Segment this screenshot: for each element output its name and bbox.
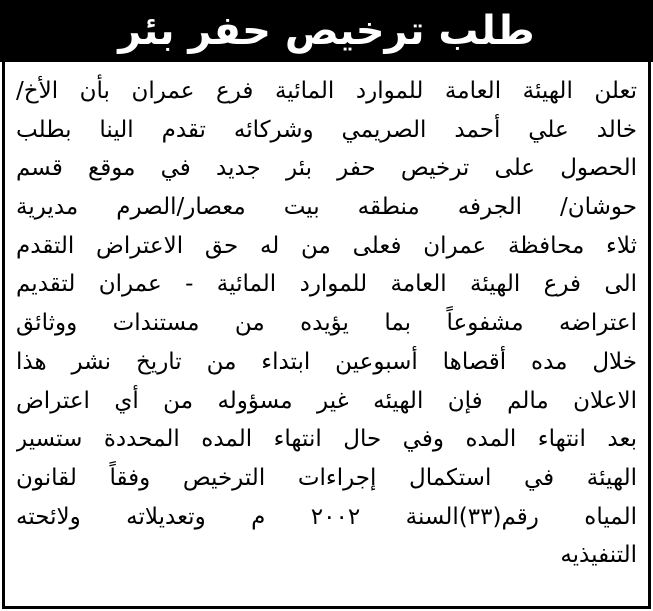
body-line: المياه رقم(٣٣)السنة ٢٠٠٢ م وتعديلاته ولائحته <box>16 503 637 530</box>
body-line: تعلن الهيئة العامة للموارد المائية فرع عمران بأن الأخ/ <box>16 78 637 104</box>
body-line: حوشان/ الجرفه منطقه بيت معصار/الصرم مديرية <box>16 194 637 221</box>
body-line: بعد انتهاء المده وفي حال انتهاء المده المحددة ستسير <box>16 426 637 453</box>
body-line: الى فرع الهيئة العامة للموارد المائية - عمران لتقديم <box>16 271 637 298</box>
body-line: خالد علي أحمد الصريمي وشركائه تقدم الينا بطلب <box>16 116 637 143</box>
notice-body <box>16 72 637 575</box>
body-line: الهيئة في استكمال إجراءات الترخيص وفقاً لقانون <box>16 464 637 491</box>
body-line: خلال مده أقصاها أسبوعين ابتداء من تاريخ نشر هذا <box>16 348 637 375</box>
body-line: ثلاء محافظة عمران فعلى من له حق الاعتراض التقدم <box>16 232 637 259</box>
title-bar <box>0 0 653 62</box>
body-line: الاعلان مالم فإن الهيئه غير مسؤوله من أي اعتراض <box>16 387 637 414</box>
body-line: الحصول على ترخيص حفر بئر جديد في موقع قسم <box>16 155 637 182</box>
body-line: التنفيذيه <box>560 542 637 569</box>
notice-title: طلب ترخيص حفر بئر <box>118 8 535 54</box>
body-line: اعتراضه مشفوعاً بما يؤيده من مستندات ووثائق <box>16 310 637 337</box>
